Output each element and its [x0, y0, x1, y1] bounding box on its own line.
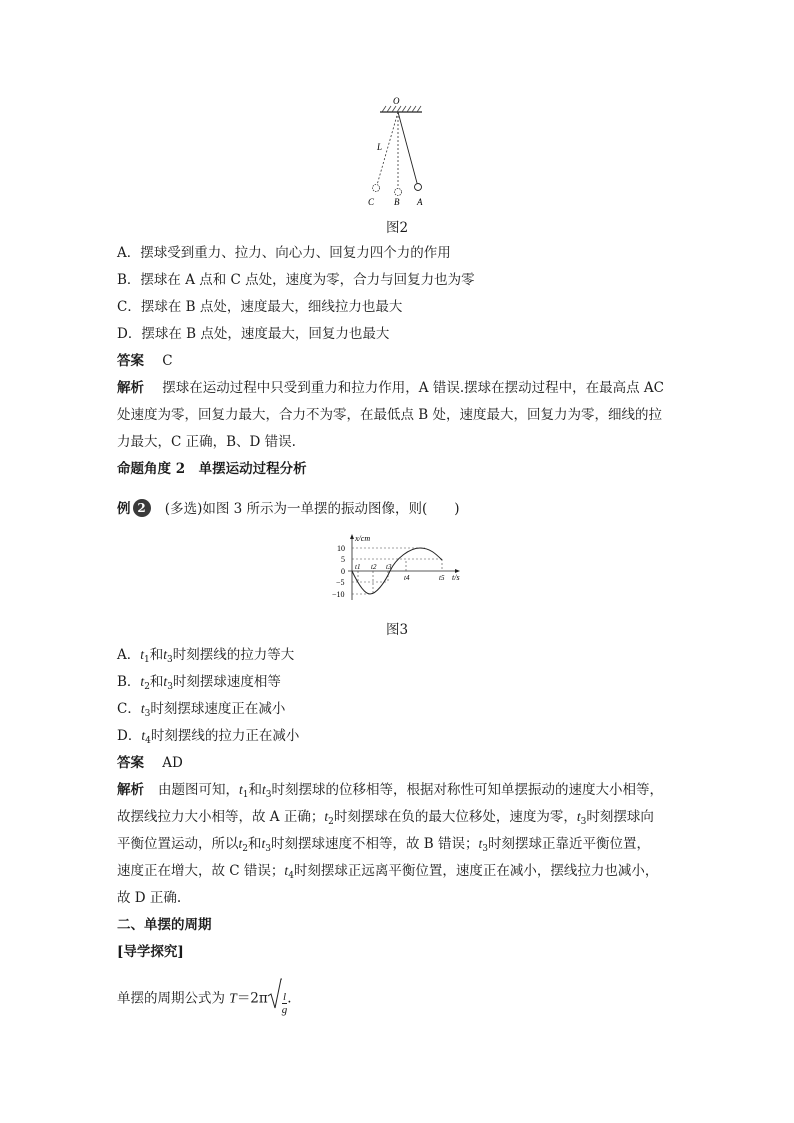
- opt-a-mid: 和: [149, 647, 164, 663]
- q1-option-b: B．摆球在 A 点和 C 点处，速度为零，合力与回复力也为零: [117, 272, 475, 288]
- answer-label: 答案: [117, 755, 144, 771]
- q2-analysis-2: [117, 807, 654, 832]
- text: 时刻摆球的位移相等，根据对称性可知单摆振动的速度大小相等，: [271, 782, 663, 798]
- opt-b-mid: 和: [149, 674, 164, 690]
- opt-d-prefix: D．: [117, 728, 142, 744]
- label-o: O: [393, 96, 400, 106]
- example-2-prompt: [117, 499, 460, 519]
- q1-analysis-3: 力最大，C 正确，B、D 错误.: [117, 434, 296, 450]
- example-text: (多选)如图 3 所示为一单摆的振动图像，则( ): [164, 501, 460, 517]
- label-b: B: [394, 197, 400, 207]
- example-number-badge: 2: [133, 499, 151, 517]
- guide-heading: [导学探究]: [117, 944, 184, 960]
- t-var: t: [239, 782, 243, 797]
- sub: 3: [482, 844, 489, 854]
- t1-label: t1: [355, 563, 361, 571]
- t-var: t: [140, 674, 145, 689]
- q2-analysis-3: [117, 834, 650, 859]
- t-var: t: [238, 836, 243, 851]
- sub: 3: [144, 709, 151, 719]
- formula-end: .: [287, 990, 292, 1007]
- fig3-caption: 图3: [386, 622, 409, 638]
- analysis-text: 摆球在运动过程中只受到重力和拉力作用，A 错误.摆球在摆动过程中，在最高点 AC: [162, 380, 664, 396]
- opt-b-post: 时刻摆球速度相等: [172, 674, 281, 690]
- tick-0: 0: [341, 567, 345, 576]
- q2-analysis-5: 故 D 正确.: [117, 890, 182, 906]
- period-formula: [117, 982, 292, 1016]
- q1-answer-row: [117, 351, 173, 371]
- text: 时刻摆球在负的最大位移处，速度为零，: [333, 809, 577, 825]
- fraction-den: g: [281, 1004, 288, 1016]
- vibration-graph: [330, 532, 470, 604]
- analysis-label: 解析: [117, 380, 144, 396]
- opt-c-post: 时刻摆球速度正在减小: [150, 701, 286, 717]
- sub: 3: [167, 655, 173, 665]
- text: 平衡位置运动，所以: [117, 836, 239, 852]
- sub: 3: [580, 817, 587, 827]
- fraction-num: l: [283, 991, 287, 1003]
- sub: 2: [144, 682, 150, 692]
- label-a: A: [417, 197, 423, 207]
- t4-label: t4: [404, 574, 410, 582]
- pendulum-figure: [360, 92, 440, 212]
- t-var: t: [163, 674, 168, 689]
- t-var: t: [140, 647, 145, 662]
- fraction: [282, 991, 288, 1016]
- text: 故摆线拉力大小相等，故 A 正确；: [117, 809, 325, 825]
- t-var: t: [163, 647, 168, 662]
- text: 速度正在增大，故 C 错误；: [117, 863, 285, 879]
- opt-b-prefix: B．: [117, 674, 141, 690]
- t-var: t: [478, 836, 483, 851]
- sub: 1: [242, 790, 249, 800]
- q2-analysis-4: [117, 861, 658, 886]
- opt-d-post: 时刻摆线的拉力正在减小: [150, 728, 300, 744]
- q2-option-b: [117, 672, 281, 697]
- t3-label: t3: [386, 563, 392, 571]
- sqrt: [268, 982, 288, 1016]
- example-label: 例: [117, 501, 131, 517]
- opt-a-post: 时刻摆线的拉力等大: [172, 647, 295, 663]
- opt-a-prefix: A．: [117, 647, 141, 663]
- answer-value: AD: [162, 755, 183, 771]
- label-c: C: [368, 197, 375, 207]
- sub: 3: [265, 844, 271, 854]
- t-var: t: [141, 728, 146, 743]
- q2-option-d: [117, 726, 299, 751]
- y-axis-label: x/cm: [355, 534, 371, 543]
- formula-prefix: 单摆的周期公式为: [117, 990, 230, 1007]
- section-heading: 二、单摆的周期: [117, 917, 212, 933]
- tick-10: 10: [337, 544, 345, 553]
- answer-label: 答案: [117, 353, 144, 369]
- sub: 2: [328, 817, 334, 827]
- sub: 1: [144, 655, 150, 665]
- q2-option-a: [117, 645, 294, 670]
- opt-c-prefix: C．: [117, 701, 141, 717]
- t-var: t: [262, 782, 266, 797]
- fig2-caption: 图2: [386, 220, 409, 236]
- q1-option-a: A．摆球受到重力、拉力、向心力、回复力四个力的作用: [117, 245, 451, 261]
- analysis-label: 解析: [117, 782, 144, 798]
- text: 由题图可知，: [158, 782, 239, 798]
- sqrt-icon: [268, 978, 282, 1010]
- q2-analysis-1: [117, 780, 663, 805]
- text: 时刻摆球速度不相等，故 B 错误；: [271, 836, 479, 852]
- q1-analysis-2: 处速度为零，回复力最大，合力不为零，在最低点 B 处，速度最大，回复力为零，细线的拉: [117, 407, 663, 423]
- text: 和: [248, 782, 262, 798]
- q1-analysis-1: [117, 378, 664, 398]
- text: 时刻摆球向: [586, 809, 654, 825]
- text: 和: [248, 836, 262, 852]
- t-var: t: [261, 836, 266, 851]
- sub: 4: [145, 736, 151, 746]
- tick-5: 5: [341, 555, 345, 564]
- x-axis-label: t/s: [452, 573, 460, 582]
- t2-label: t2: [371, 563, 377, 571]
- t-var: t: [576, 809, 581, 824]
- formula-t: T: [229, 990, 237, 1006]
- text: 时刻摆球正靠近平衡位置，: [488, 836, 651, 852]
- formula-eq: ＝2π: [236, 990, 268, 1007]
- answer-value: C: [162, 353, 173, 369]
- label-l: L: [377, 142, 383, 152]
- t5-label: t5: [439, 574, 445, 582]
- q1-option-c: C．摆球在 B 点处，速度最大，细线拉力也最大: [117, 299, 403, 315]
- sub: 3: [265, 790, 272, 800]
- t-var: t: [284, 863, 289, 878]
- q1-option-d: D．摆球在 B 点处，速度最大，回复力也最大: [117, 326, 390, 342]
- tick-minus-10: −10: [332, 590, 345, 599]
- sub: 3: [167, 682, 173, 692]
- q2-answer-row: [117, 753, 183, 773]
- q2-option-c: [117, 699, 285, 724]
- sub: 2: [242, 844, 248, 854]
- t-var: t: [324, 809, 329, 824]
- text: 时刻摆球正远离平衡位置，速度正在减小，摆线拉力也减小，: [293, 863, 659, 879]
- t-var: t: [140, 701, 145, 716]
- angle-heading: 命题角度 2 单摆运动过程分析: [117, 461, 307, 477]
- sub: 4: [288, 871, 294, 881]
- tick-minus-5: −5: [336, 578, 345, 587]
